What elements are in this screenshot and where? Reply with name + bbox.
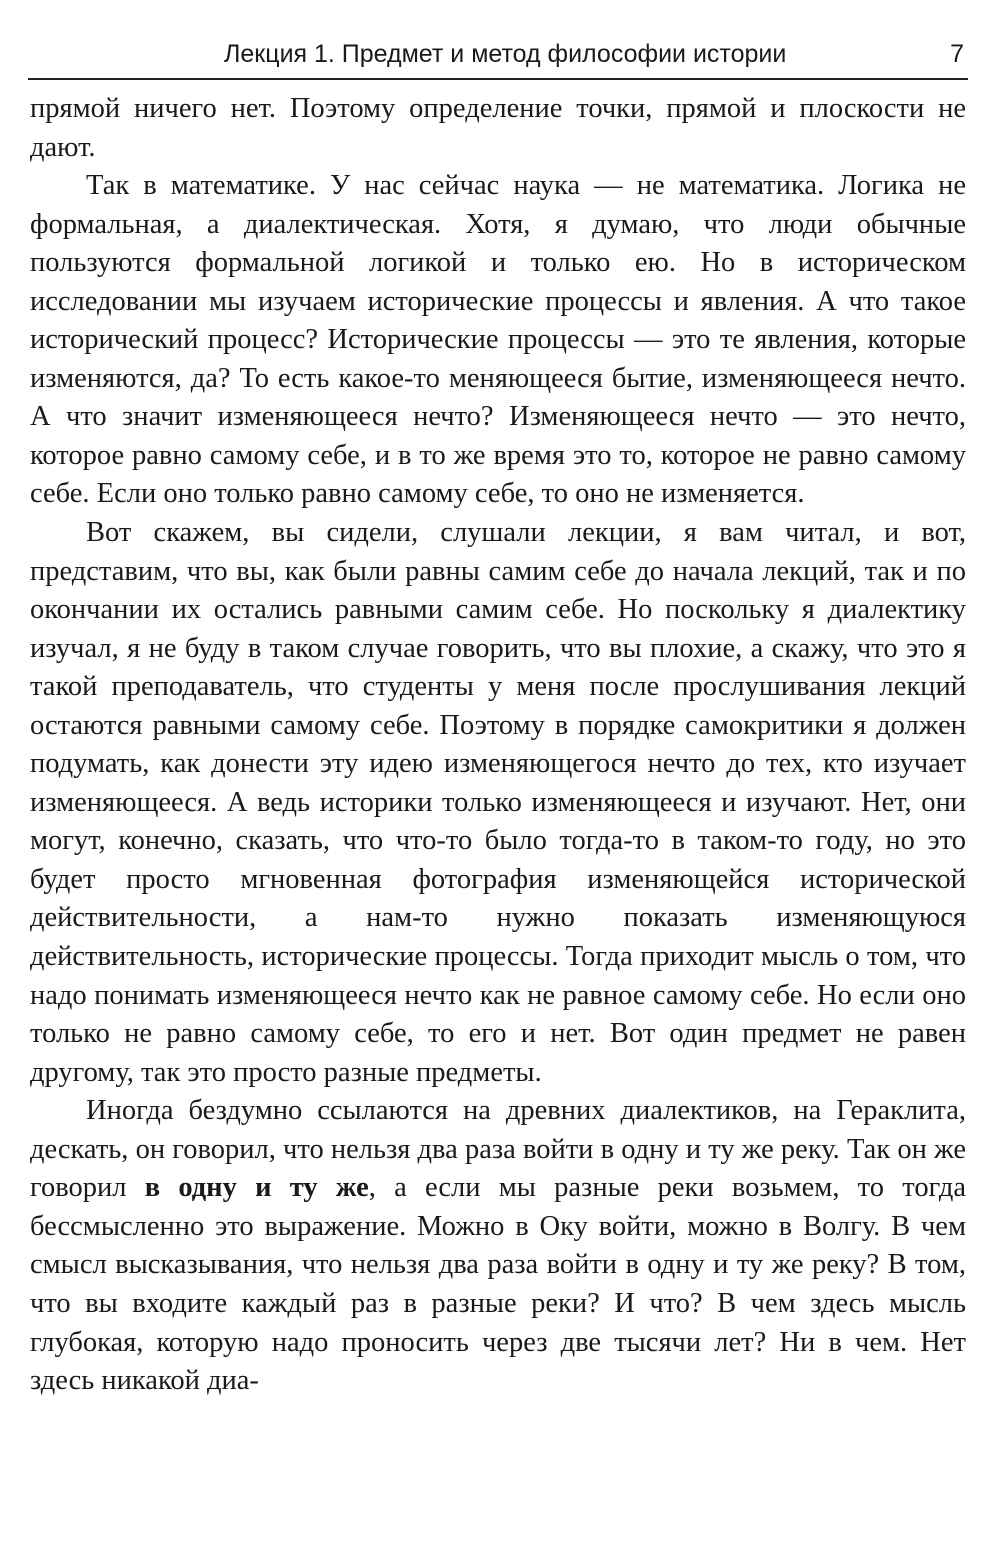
running-header bbox=[28, 38, 968, 80]
bold-emphasis: в одну и ту же bbox=[144, 1172, 369, 1204]
book-page bbox=[28, 0, 968, 1558]
page-number: 7 bbox=[950, 40, 964, 68]
paragraph: Вот скажем, вы сидели, слушали лекции, я вам читал, и вот, представим, что вы, как были равны самим себе до начала лекций, так и по окончании их остались равными самим себе. Но поскольку я диалектику изучал, я не буду в таком случае говорить, что вы плохие, а скажу, что это я такой преподаватель, что студенты у меня после прослушивания лекций остаются равными самому себе. Поэтому в порядке самокритики я должен подумать, как донести эту идею изменяющегося нечто до тех, кто изучает изменяющееся. А ведь историки только изменяющееся и изучают. Нет, они могут, конечно, сказать, что что-то было тогда-то в таком-то году, но это будет просто мгновенная фотография изменяющейся исторической действительности, а нам-то нужно показать изменяющуюся действительность, исторические процессы. Тогда приходит мысль о том, что надо понимать изменяющееся нечто как не равное самому себе. Но если оно только не равно самому себе, то его и нет. Вот один предмет не равен другому, так это просто разные предметы. bbox=[30, 517, 966, 1088]
paragraph: Так в математике. У нас сейчас наука — не математика. Логика не формальная, а диалектическая. Хотя, я думаю, что люди обычные пользуются формальной логикой и только ею. Но в историческом исследовании мы изучаем исторические процессы и явления. А что такое исторический процесс? Исторические процессы — это те явления, которые изменяются, да? То есть какое-то меняющееся бытие, изменяющееся нечто. А что значит изменяющееся нечто? Изменяющееся нечто — это нечто, которое равно самому себе, и в то же время это то, которое не равно самому себе. Если оно только равно самому себе, то оно не изменяется. bbox=[30, 170, 966, 510]
paragraph-text: Иногда бездумно ссылаются на древних диалектиков, на Гераклита, дескать, он говорил, что нельзя два раза войти в одну и ту же реку. Так он же говорил bbox=[30, 1095, 966, 1204]
paragraph-text: , а если мы разные реки возьмем, то тогда бессмысленно это выражение. Можно в Оку войти, можно в Волгу. В чем смысл высказывания, что нельзя два раза войти в одну и ту же реку? В том, что вы входите каждый раз в разные реки? И что? В чем здесь мысль глубокая, которую надо проносить через две тысячи лет? Ни в чем. Нет здесь никакой диа- bbox=[30, 1172, 966, 1397]
body-text bbox=[30, 90, 966, 1401]
running-title: Лекция 1. Предмет и метод философии истории bbox=[224, 40, 787, 68]
paragraph-continuation: прямой ничего нет. Поэтому определение точки, прямой и плоскости не дают. bbox=[30, 93, 966, 163]
paragraph bbox=[30, 1092, 966, 1400]
